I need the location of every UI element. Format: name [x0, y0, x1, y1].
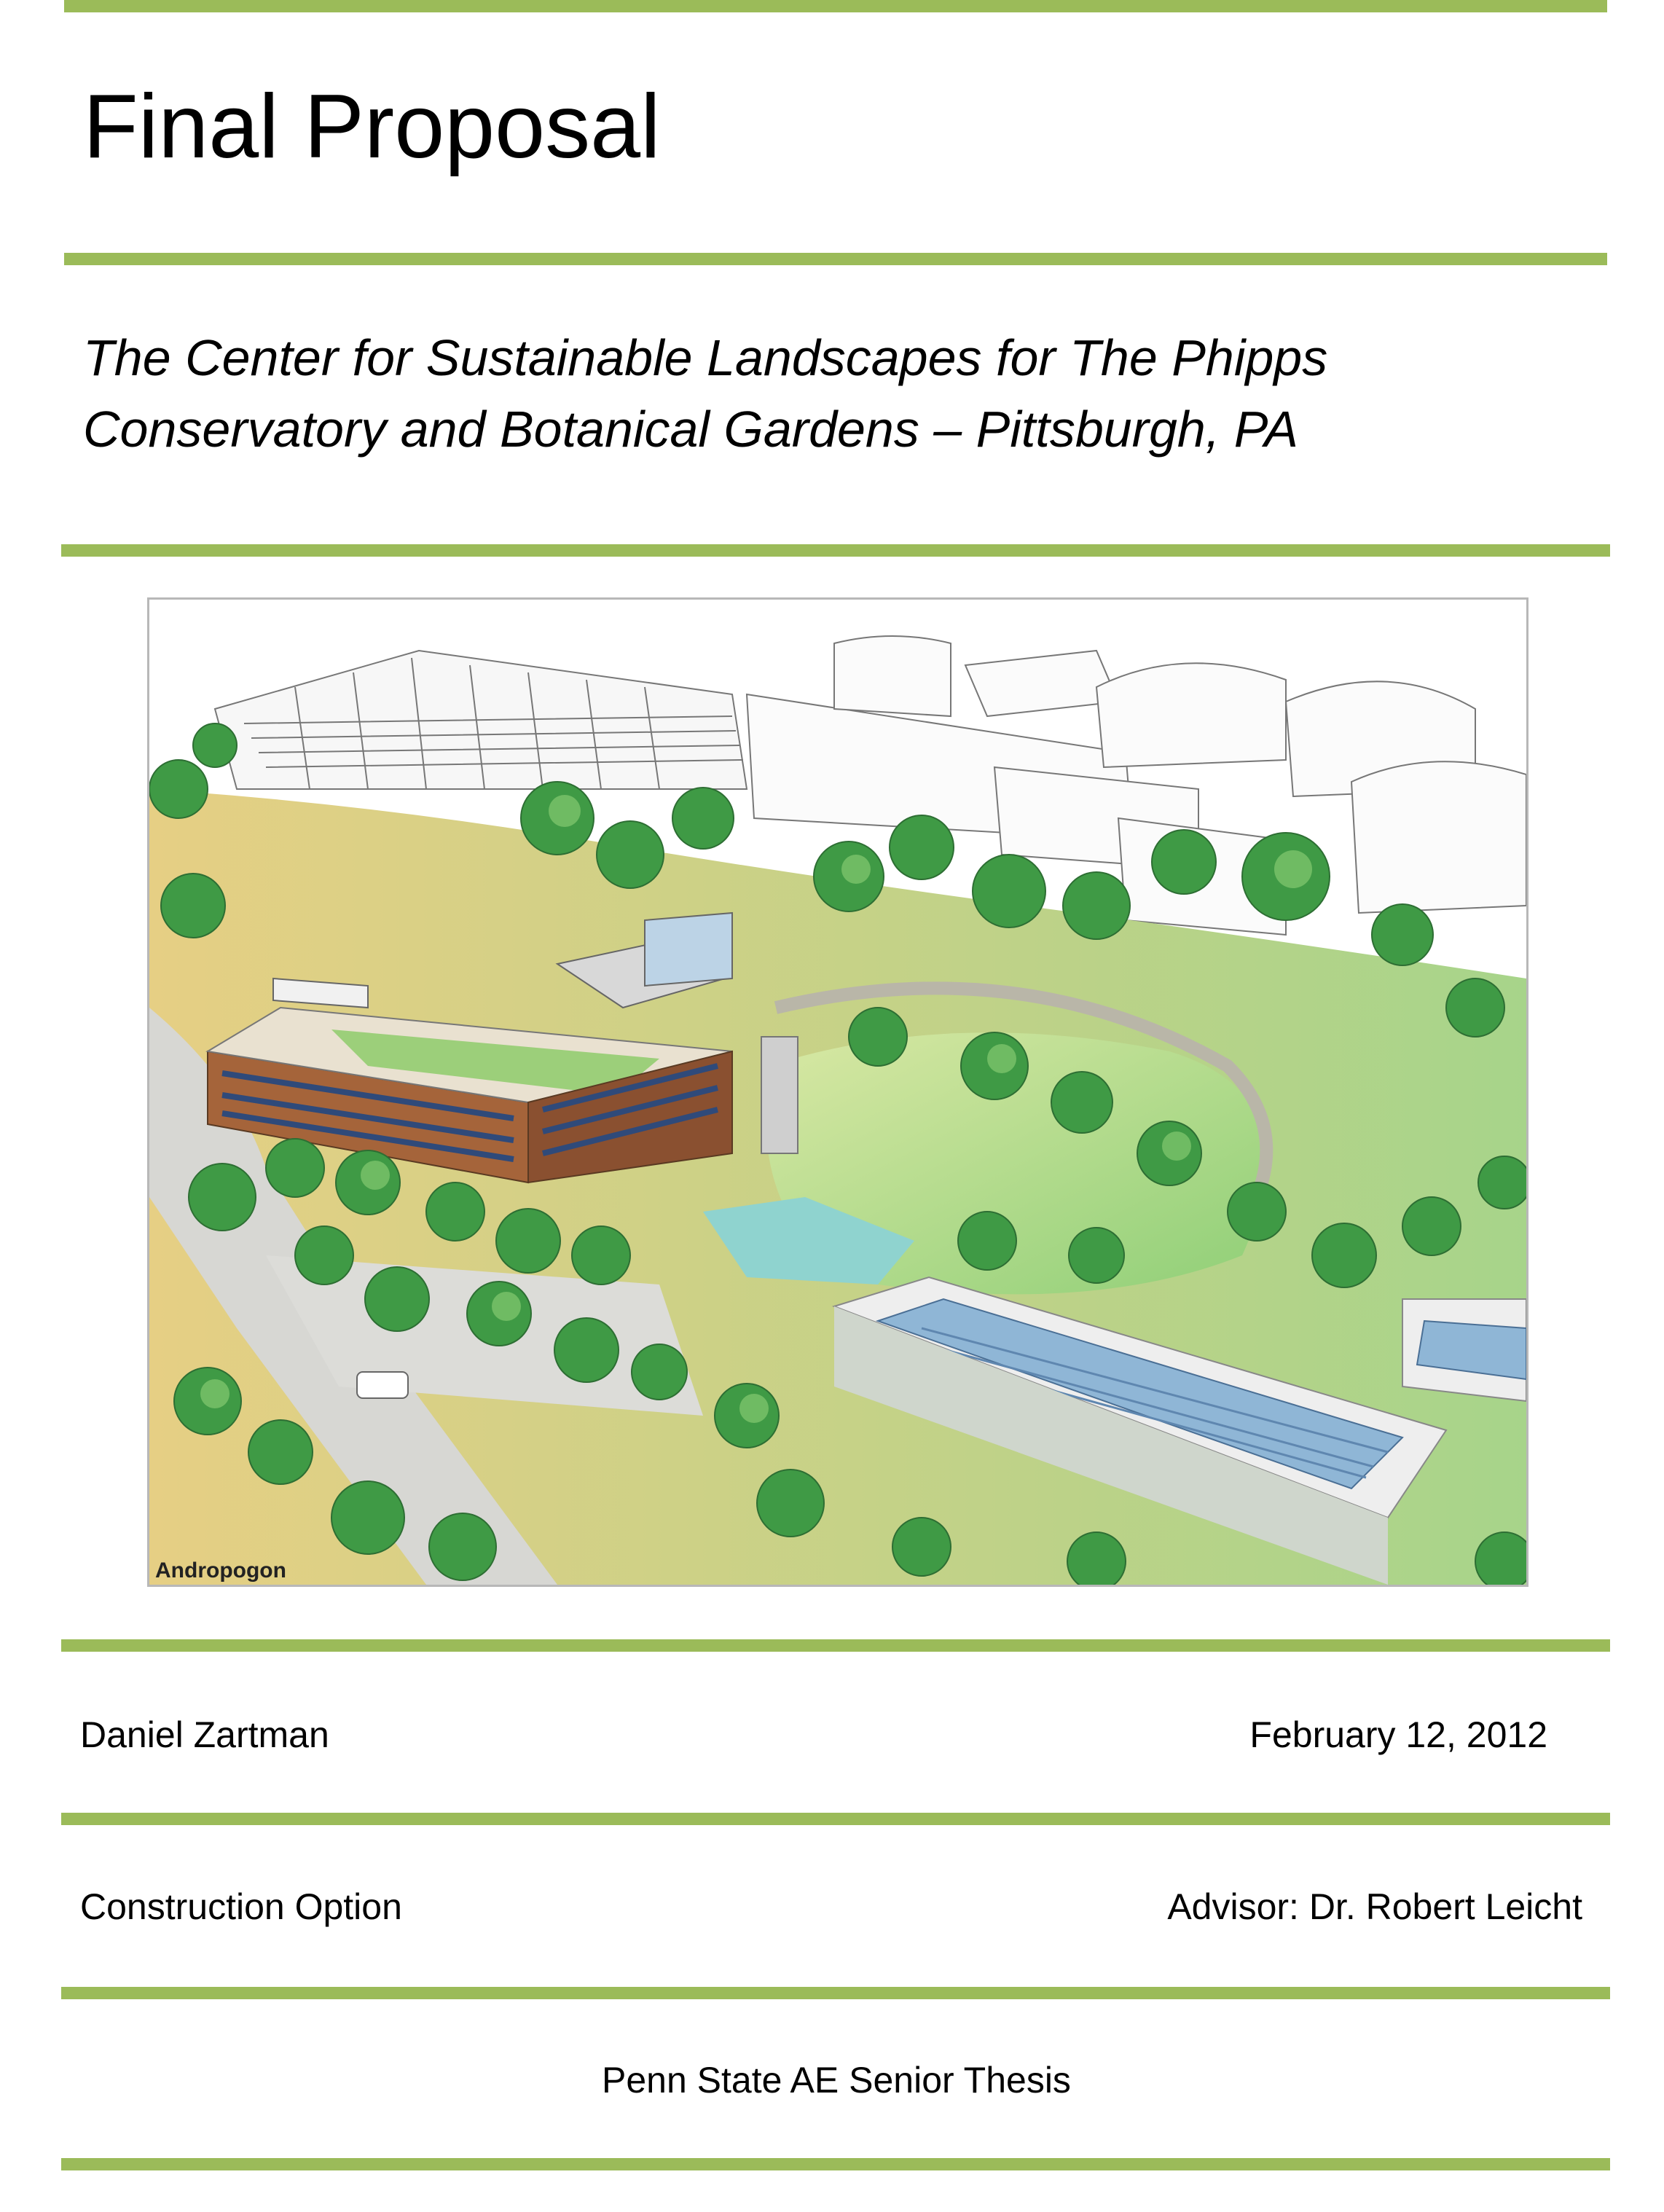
proposal-date: February 12, 2012: [1249, 1714, 1547, 1755]
subtitle-line-2: Conservatory and Botanical Gardens – Pittsburgh, PA: [83, 401, 1298, 458]
subtitle-line-1: The Center for Sustainable Landscapes for The Phipps: [83, 329, 1328, 386]
advisor-label: Advisor: Dr. Robert Leicht: [1167, 1886, 1582, 1927]
author-name: Daniel Zartman: [80, 1714, 329, 1755]
option-row-divider: [61, 1987, 1610, 1999]
author-row-divider: [61, 1813, 1610, 1825]
title-divider: [64, 253, 1607, 265]
top-rule: [64, 0, 1607, 12]
option-label: Construction Option: [80, 1886, 402, 1927]
project-subtitle: [83, 322, 1327, 465]
subtitle-divider: [61, 544, 1610, 557]
figure-bottom-divider: [61, 1639, 1610, 1652]
figure-credit: Andropogon: [155, 1558, 286, 1582]
page-title: Final Proposal: [83, 77, 661, 177]
car: [357, 1372, 408, 1398]
site-rendering: [147, 597, 1528, 1587]
bottom-rule: [61, 2158, 1610, 2170]
program-label: Penn State AE Senior Thesis: [602, 2060, 1071, 2101]
aerial-illustration: [149, 600, 1526, 1585]
